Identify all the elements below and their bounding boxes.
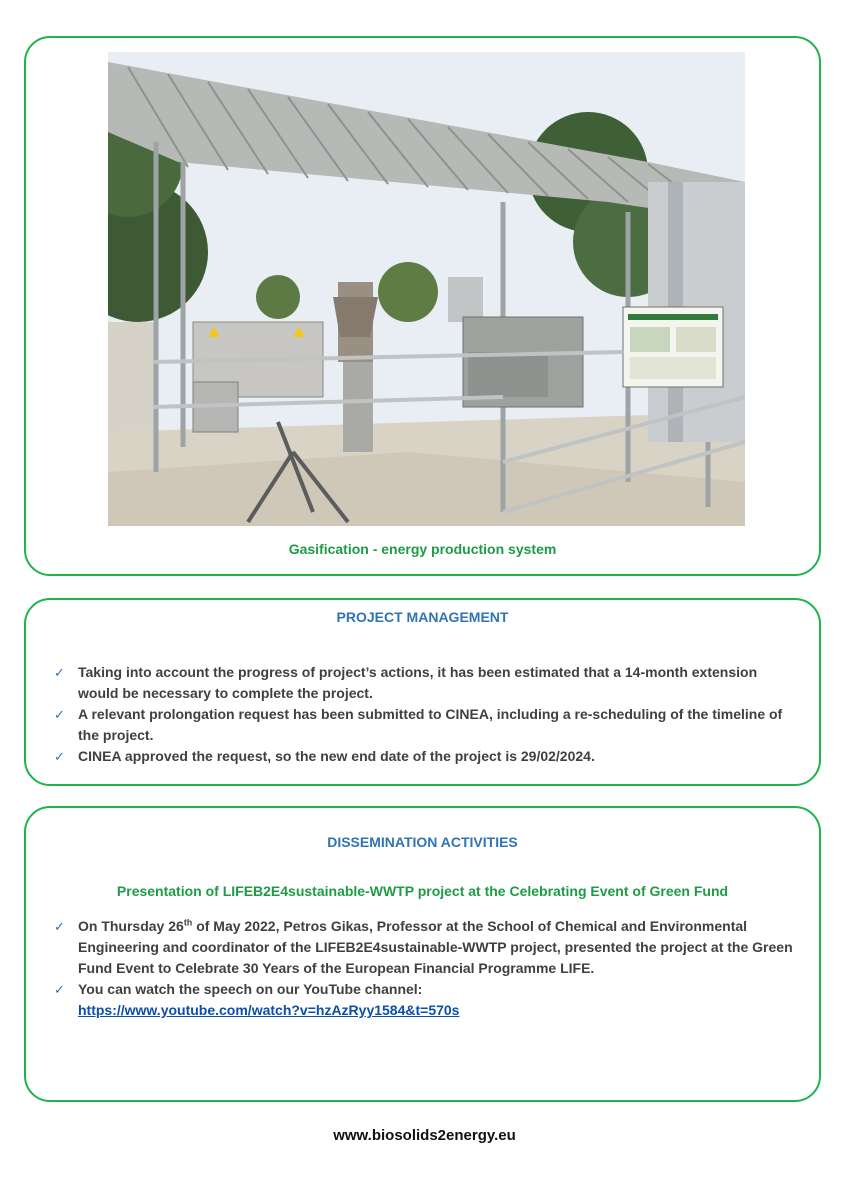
- list-item-text: A relevant prolongation request has been submitted to CINEA, including a re-scheduling of the timeline of the project.: [78, 706, 783, 743]
- dissemination-subtitle: Presentation of LIFEB2E4sustainable-WWTP project at the Celebrating Event of Green Fund: [116, 883, 729, 899]
- youtube-text: You can watch the speech on our YouTube channel:: [78, 981, 423, 997]
- list-item: [54, 704, 801, 746]
- checkmark-icon: ✓: [54, 919, 65, 934]
- photo-caption: Gasification - energy production system: [288, 541, 557, 557]
- event-text-before: On Thursday 26: [78, 918, 184, 934]
- project-management-box: [24, 598, 821, 786]
- date-suffix: th: [183, 917, 193, 928]
- youtube-link[interactable]: https://www.youtube.com/watch?v=hzAzRyy1584&t=570s: [78, 1002, 460, 1018]
- gasification-photo: [108, 52, 745, 526]
- dissemination-list: [54, 916, 801, 1021]
- project-management-list: [54, 662, 801, 767]
- website-footer: www.biosolids2energy.eu: [333, 1127, 516, 1144]
- dissemination-box: [24, 806, 821, 1102]
- checkmark-icon: ✓: [54, 707, 65, 722]
- list-item-text: Taking into account the progress of project’s actions, it has been estimated that a 14-month extension would be necessary to complete the project.: [78, 664, 758, 701]
- project-management-title: PROJECT MANAGEMENT: [336, 609, 509, 625]
- list-item: [54, 662, 801, 704]
- checkmark-icon: ✓: [54, 665, 65, 680]
- list-item-text: CINEA approved the request, so the new end date of the project is 29/02/2024.: [78, 748, 595, 764]
- checkmark-icon: ✓: [54, 982, 65, 997]
- list-item: [54, 746, 801, 767]
- checkmark-icon: ✓: [54, 749, 65, 764]
- gasification-system-illustration: [108, 52, 745, 526]
- list-item: [54, 979, 801, 1021]
- list-item: [54, 916, 801, 979]
- dissemination-title: DISSEMINATION ACTIVITIES: [327, 834, 518, 850]
- photo-box: [24, 36, 821, 576]
- event-text-after: of May 2022, Petros Gikas, Professor at the School of Chemical and Environmental Engineering and coordinator of the LIFEB2E4sustainable-WWTP project, presented the project at the Green Fund Event to Celebrate 30 Years of the European Financial Programme LIFE.: [78, 918, 793, 976]
